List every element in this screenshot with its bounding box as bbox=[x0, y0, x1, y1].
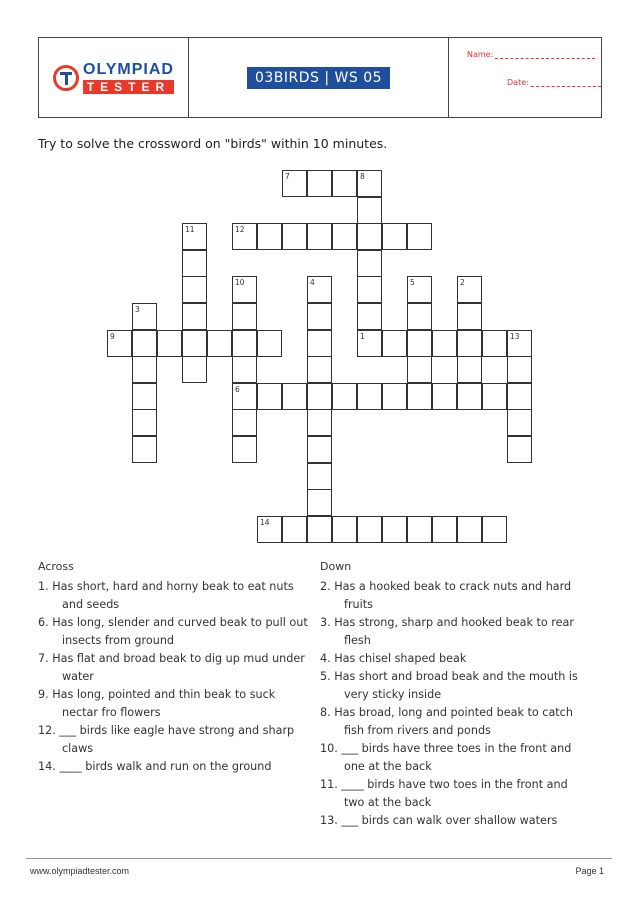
crossword-cell[interactable] bbox=[357, 383, 382, 410]
crossword-cell[interactable] bbox=[282, 383, 307, 410]
crossword-cell[interactable] bbox=[357, 516, 382, 543]
crossword-cell[interactable] bbox=[182, 276, 207, 303]
clue-number: 9 bbox=[110, 331, 115, 341]
crossword-cell[interactable] bbox=[457, 383, 482, 410]
crossword-cell[interactable] bbox=[507, 330, 532, 357]
crossword-cell[interactable] bbox=[382, 516, 407, 543]
crossword-cell[interactable] bbox=[232, 330, 257, 357]
crossword-cell[interactable] bbox=[257, 383, 282, 410]
down-clue: 3. Has strong, sharp and hooked beak to rear flesh bbox=[320, 616, 574, 647]
crossword-cell[interactable] bbox=[382, 330, 407, 357]
across-clue: 14. ____ birds walk and run on the ground bbox=[38, 760, 272, 773]
crossword-cell[interactable] bbox=[332, 383, 357, 410]
crossword-cell[interactable] bbox=[357, 276, 382, 303]
crossword-cell[interactable] bbox=[307, 223, 332, 250]
crossword-cell[interactable] bbox=[357, 170, 382, 197]
down-clue: 11. ____ birds have two toes in the front and two at the back bbox=[320, 778, 568, 809]
crossword-cell[interactable] bbox=[332, 223, 357, 250]
clue-number: 8 bbox=[360, 172, 365, 181]
clue-number: 14 bbox=[260, 517, 270, 527]
crossword-cell[interactable] bbox=[457, 330, 482, 357]
crossword-cell[interactable] bbox=[507, 356, 532, 383]
title-cell bbox=[189, 38, 449, 117]
worksheet-header bbox=[38, 37, 602, 118]
footer-page-number: Page 1 bbox=[575, 866, 604, 876]
crossword-cell[interactable] bbox=[307, 356, 332, 383]
crossword-cell[interactable] bbox=[182, 356, 207, 383]
crossword-cell[interactable] bbox=[407, 356, 432, 383]
crossword-cell[interactable] bbox=[507, 436, 532, 463]
down-heading: Down bbox=[320, 560, 352, 573]
crossword-cell[interactable] bbox=[482, 330, 507, 357]
crossword-cell[interactable] bbox=[232, 436, 257, 463]
logo-icon bbox=[53, 65, 79, 91]
down-clue: 10. ___ birds have three toes in the front and one at the back bbox=[320, 742, 572, 773]
clue-number: 4 bbox=[310, 278, 315, 288]
crossword-cell[interactable] bbox=[307, 516, 332, 543]
logo-text-top: OLYMPIAD bbox=[83, 60, 174, 78]
crossword-cell[interactable] bbox=[232, 276, 257, 303]
clue-number: 6 bbox=[235, 384, 240, 394]
crossword-cell[interactable] bbox=[307, 409, 332, 436]
crossword-cell[interactable] bbox=[357, 197, 382, 224]
crossword-cell[interactable] bbox=[457, 356, 482, 383]
crossword-cell[interactable] bbox=[132, 330, 157, 357]
clue-number: 2 bbox=[460, 278, 465, 288]
name-line bbox=[495, 52, 595, 59]
clue-number: 1 bbox=[360, 331, 365, 341]
clue-number: 10 bbox=[235, 278, 245, 288]
olympiad-tester-logo bbox=[53, 62, 174, 94]
crossword-cell[interactable] bbox=[407, 330, 432, 357]
down-clue: 13. ___ birds can walk over shallow waters bbox=[320, 814, 558, 827]
date-field[interactable] bbox=[507, 78, 601, 87]
down-clues bbox=[320, 578, 590, 830]
clue-number: 7 bbox=[285, 172, 290, 181]
crossword-cell[interactable] bbox=[282, 223, 307, 250]
crossword-cell[interactable] bbox=[507, 383, 532, 410]
crossword-cell[interactable] bbox=[457, 516, 482, 543]
crossword-cell[interactable] bbox=[482, 516, 507, 543]
crossword-cell[interactable] bbox=[432, 383, 457, 410]
crossword-cell[interactable] bbox=[307, 276, 332, 303]
crossword-cell[interactable] bbox=[407, 303, 432, 330]
footer-divider bbox=[26, 858, 612, 859]
crossword-cell[interactable] bbox=[157, 330, 182, 357]
crossword-cell[interactable] bbox=[507, 409, 532, 436]
crossword-cell[interactable] bbox=[407, 383, 432, 410]
crossword-cell[interactable] bbox=[132, 383, 157, 410]
crossword-cell[interactable] bbox=[407, 223, 432, 250]
crossword-cell[interactable] bbox=[332, 516, 357, 543]
logo-cell bbox=[39, 38, 189, 117]
clue-number: 13 bbox=[510, 331, 520, 341]
crossword-cell[interactable] bbox=[307, 170, 332, 197]
across-heading: Across bbox=[38, 560, 74, 573]
crossword-cell[interactable] bbox=[132, 409, 157, 436]
across-clue: 6. Has long, slender and curved beak to pull out insects from ground bbox=[38, 616, 308, 647]
crossword-cell[interactable] bbox=[457, 303, 482, 330]
crossword-cell[interactable] bbox=[357, 330, 382, 357]
across-clue: 7. Has flat and broad beak to dig up mud under water bbox=[38, 652, 305, 683]
crossword-cell[interactable] bbox=[307, 383, 332, 410]
crossword-cell[interactable] bbox=[282, 170, 307, 197]
down-clue: 4. Has chisel shaped beak bbox=[320, 652, 467, 665]
across-clues bbox=[38, 578, 308, 776]
clue-number: 11 bbox=[185, 225, 195, 235]
crossword-cell[interactable] bbox=[407, 516, 432, 543]
crossword-cell[interactable] bbox=[107, 330, 132, 357]
crossword-cell[interactable] bbox=[307, 330, 332, 357]
crossword-cell[interactable] bbox=[132, 303, 157, 330]
crossword-cell[interactable] bbox=[482, 383, 507, 410]
crossword-cell[interactable] bbox=[182, 330, 207, 357]
crossword-cell[interactable] bbox=[232, 303, 257, 330]
across-clue: 9. Has long, pointed and thin beak to suck nectar fro flowers bbox=[38, 688, 276, 719]
name-field[interactable] bbox=[467, 50, 595, 59]
crossword-cell[interactable] bbox=[357, 250, 382, 277]
worksheet-title: 03BIRDS | WS 05 bbox=[247, 67, 390, 89]
footer-website: www.olympiadtester.com bbox=[30, 866, 130, 876]
clue-number: 5 bbox=[410, 278, 415, 288]
crossword-cell[interactable] bbox=[257, 223, 282, 250]
meta-cell bbox=[449, 38, 601, 117]
crossword-cell[interactable] bbox=[307, 303, 332, 330]
crossword-cell[interactable] bbox=[432, 516, 457, 543]
clue-number: 12 bbox=[235, 225, 245, 235]
down-clue: 8. Has broad, long and pointed beak to catch fish from rivers and ponds bbox=[320, 706, 573, 737]
clue-number: 3 bbox=[135, 305, 140, 314]
crossword-cell[interactable] bbox=[382, 223, 407, 250]
logo-text-bottom: TESTER bbox=[83, 80, 174, 94]
crossword-cell[interactable] bbox=[232, 223, 257, 250]
crossword-cell[interactable] bbox=[232, 409, 257, 436]
crossword-cell[interactable] bbox=[182, 303, 207, 330]
crossword-cell[interactable] bbox=[357, 303, 382, 330]
date-label: Date: bbox=[507, 78, 529, 87]
across-clue: 12. ___ birds like eagle have strong and sharp claws bbox=[38, 724, 295, 755]
crossword-cell[interactable] bbox=[257, 516, 282, 543]
date-line bbox=[531, 80, 601, 87]
crossword-cell[interactable] bbox=[182, 223, 207, 250]
down-clue: 5. Has short and broad beak and the mouth is very sticky inside bbox=[320, 670, 578, 701]
crossword-cell[interactable] bbox=[132, 436, 157, 463]
crossword-cell[interactable] bbox=[357, 223, 382, 250]
instruction-text: Try to solve the crossword on "birds" within 10 minutes. bbox=[38, 136, 388, 151]
crossword-cell[interactable] bbox=[282, 516, 307, 543]
crossword-cell[interactable] bbox=[307, 436, 332, 463]
crossword-cell[interactable] bbox=[457, 276, 482, 303]
across-clue: 1. Has short, hard and horny beak to eat nuts and seeds bbox=[38, 580, 294, 611]
crossword-cell[interactable] bbox=[332, 170, 357, 197]
crossword-cell[interactable] bbox=[382, 383, 407, 410]
crossword-cell[interactable] bbox=[182, 250, 207, 277]
crossword-cell[interactable] bbox=[232, 383, 257, 410]
down-clue: 2. Has a hooked beak to crack nuts and hard fruits bbox=[320, 580, 572, 611]
crossword-cell[interactable] bbox=[132, 356, 157, 383]
crossword-cell[interactable] bbox=[407, 276, 432, 303]
crossword-cell[interactable] bbox=[232, 356, 257, 383]
name-label: Name: bbox=[467, 50, 494, 59]
crossword-cell[interactable] bbox=[307, 463, 332, 490]
crossword-cell[interactable] bbox=[257, 330, 282, 357]
crossword-cell[interactable] bbox=[207, 330, 232, 357]
crossword-cell[interactable] bbox=[432, 330, 457, 357]
crossword-cell[interactable] bbox=[307, 489, 332, 516]
